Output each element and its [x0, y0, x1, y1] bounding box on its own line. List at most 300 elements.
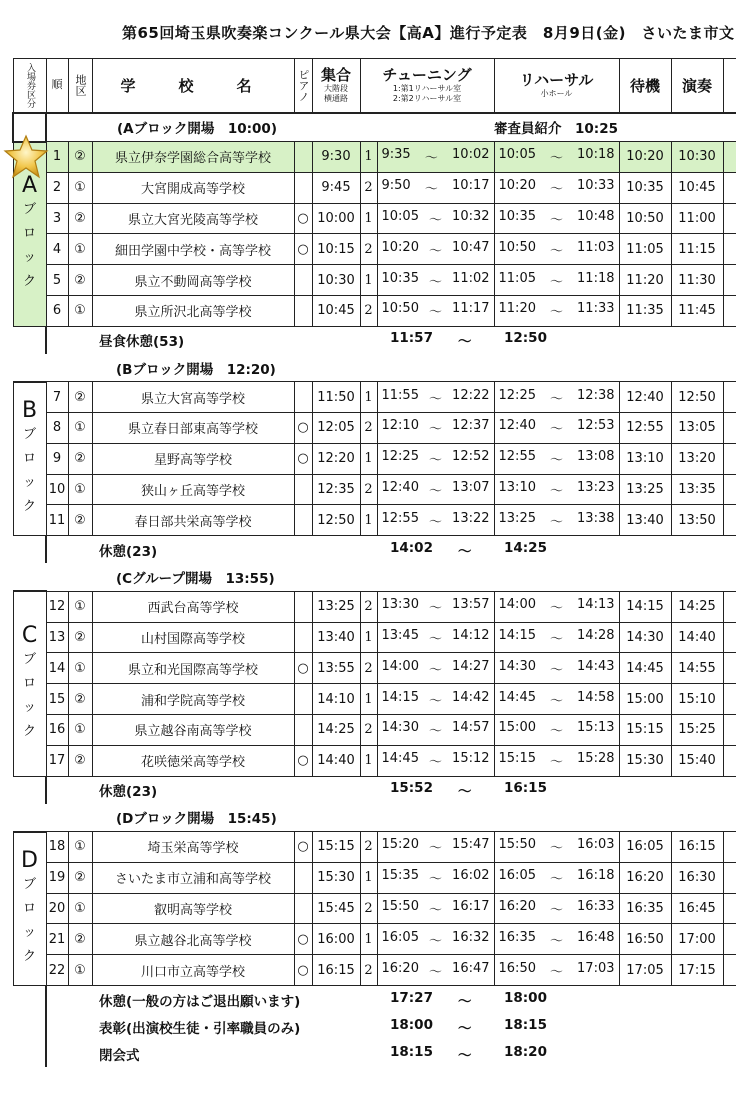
- break-fill: [619, 1013, 736, 1040]
- rehearsal-time: [494, 172, 619, 203]
- table-row: [13, 955, 736, 986]
- piano-cell: ○: [294, 745, 312, 776]
- tuning-time: [377, 295, 494, 326]
- block-letter: C: [21, 622, 38, 648]
- break-start: 18:00: [390, 1016, 433, 1033]
- order-cell: 5: [46, 265, 68, 296]
- break-label: 休憩(23): [99, 784, 158, 801]
- tilde: 〜: [550, 964, 564, 980]
- tuning-time-range: [378, 449, 494, 468]
- header-extra: [723, 59, 736, 113]
- piano-cell: [294, 142, 312, 173]
- tuning-time: [377, 653, 494, 684]
- table-row: [13, 172, 736, 203]
- school-name: 県立大宮高等学校: [92, 382, 294, 413]
- performance-time: 11:15: [671, 234, 723, 265]
- table-row: [13, 234, 736, 265]
- tuning-start: 10:35: [381, 270, 419, 286]
- block-label-char: ク: [22, 274, 36, 290]
- break-fill: [619, 986, 736, 1014]
- tilde: 〜: [550, 872, 564, 888]
- break-time: [377, 776, 619, 804]
- tuning-start: 15:50: [381, 899, 419, 915]
- standby-time: 12:55: [619, 413, 671, 444]
- tuning-end: 16:17: [452, 899, 490, 915]
- tuning-end: 15:47: [452, 837, 490, 853]
- break-end: 18:15: [504, 1016, 547, 1033]
- tuning-room: 1: [360, 622, 377, 653]
- standby-time: 13:25: [619, 474, 671, 505]
- rehearsal-start: 12:55: [498, 449, 536, 465]
- header-school: 学 校 名: [92, 59, 294, 113]
- tilde: 〜: [429, 631, 443, 647]
- rehearsal-time-range: [495, 720, 619, 739]
- tilde: 〜: [429, 305, 443, 321]
- tilde: 〜: [550, 662, 564, 678]
- tilde: 〜: [550, 182, 564, 198]
- block-label-char: ブ: [22, 876, 36, 892]
- tuning-time: [377, 924, 494, 955]
- rehearsal-start: 14:45: [498, 689, 536, 705]
- standby-time: 15:00: [619, 684, 671, 715]
- page-title: 第65回埼玉県吹奏楽コンクール県大会【高A】進行予定表 8月9日(金) さいたま市文: [122, 24, 735, 42]
- tuning-time-range: [378, 240, 494, 259]
- break-end: 18:00: [504, 989, 547, 1006]
- tilde: 〜: [429, 212, 443, 228]
- block-label-char: ブ: [22, 651, 36, 667]
- tuning-end: 12:22: [452, 387, 490, 403]
- extra-cell: [723, 862, 736, 893]
- tilde: 〜: [550, 391, 564, 407]
- standby-time: 17:05: [619, 955, 671, 986]
- rehearsal-time: [494, 591, 619, 622]
- tuning-start: 13:30: [381, 597, 419, 613]
- tilde: 〜: [550, 933, 564, 949]
- break-label: 閉会式: [99, 1047, 140, 1064]
- performance-time: 15:25: [671, 714, 723, 745]
- rehearsal-start: 13:25: [498, 510, 536, 526]
- performance-time: 13:05: [671, 413, 723, 444]
- area-cell: ②: [68, 265, 92, 296]
- tuning-time-range: [378, 930, 494, 949]
- block-extra-note: [494, 354, 736, 382]
- extra-cell: [723, 203, 736, 234]
- order-cell: 6: [46, 295, 68, 326]
- tilde: 〜: [458, 993, 472, 1010]
- tilde: 〜: [429, 274, 443, 290]
- tuning-start: 14:00: [381, 658, 419, 674]
- performance-time: 16:30: [671, 862, 723, 893]
- table-row: [13, 505, 736, 536]
- piano-cell: [294, 714, 312, 745]
- tuning-time: [377, 745, 494, 776]
- tilde: 〜: [429, 964, 443, 980]
- rehearsal-time: [494, 924, 619, 955]
- assembly-time: 12:50: [312, 505, 360, 536]
- piano-cell: [294, 591, 312, 622]
- rehearsal-end: 13:23: [577, 480, 615, 496]
- tilde: 〜: [458, 543, 472, 560]
- entry-cell-empty: [13, 804, 46, 832]
- rehearsal-time-range: [495, 418, 619, 437]
- block-label-char: ク: [22, 499, 36, 515]
- tuning-time: [377, 382, 494, 413]
- table-row: [13, 622, 736, 653]
- extra-cell: [723, 413, 736, 444]
- break-start: 14:02: [390, 539, 433, 556]
- assembly-time: 10:45: [312, 295, 360, 326]
- entry-cell-empty: [13, 1013, 46, 1040]
- assembly-time: 16:00: [312, 924, 360, 955]
- tuning-end: 12:37: [452, 418, 490, 434]
- break-label: 昼食休憩(53): [99, 334, 185, 351]
- tuning-time-range: [378, 418, 494, 437]
- extra-cell: [723, 265, 736, 296]
- school-name: さいたま市立浦和高等学校: [92, 862, 294, 893]
- area-cell: ①: [68, 591, 92, 622]
- rehearsal-time: [494, 474, 619, 505]
- tuning-end: 15:12: [452, 751, 490, 767]
- tuning-time-range: [378, 301, 494, 320]
- extra-cell: [723, 443, 736, 474]
- block-label: [13, 832, 46, 986]
- extra-cell: [723, 924, 736, 955]
- rehearsal-time-range: [495, 899, 619, 918]
- piano-cell: ○: [294, 234, 312, 265]
- tuning-room: 2: [360, 234, 377, 265]
- piano-cell: ○: [294, 832, 312, 863]
- tuning-room: 1: [360, 684, 377, 715]
- rehearsal-start: 11:05: [498, 270, 536, 286]
- header-performance: 演奏: [671, 59, 723, 113]
- order-cell: 17: [46, 745, 68, 776]
- break-spacer: [312, 1040, 377, 1067]
- piano-cell: [294, 684, 312, 715]
- tuning-start: 14:45: [381, 751, 419, 767]
- extra-cell: [723, 622, 736, 653]
- extra-cell: [723, 684, 736, 715]
- piano-cell: [294, 893, 312, 924]
- area-cell: ①: [68, 295, 92, 326]
- rehearsal-time-range: [495, 690, 619, 709]
- extra-cell: [723, 714, 736, 745]
- rehearsal-time: [494, 684, 619, 715]
- school-name: 浦和学院高等学校: [92, 684, 294, 715]
- break-time-range: [377, 1044, 619, 1064]
- order-cell: 14: [46, 653, 68, 684]
- order-cell: 22: [46, 955, 68, 986]
- table-row: [13, 413, 736, 444]
- tilde: 〜: [429, 514, 443, 530]
- rehearsal-time: [494, 862, 619, 893]
- break-time-range: [377, 990, 619, 1010]
- rehearsal-start: 11:20: [498, 301, 536, 317]
- schedule-table: [12, 58, 736, 1067]
- tuning-start: 10:05: [381, 208, 419, 224]
- tilde: 〜: [429, 755, 443, 771]
- tuning-time: [377, 413, 494, 444]
- rehearsal-end: 16:18: [577, 868, 615, 884]
- break-spacer: [312, 326, 377, 354]
- break-fill: [619, 776, 736, 804]
- standby-time: 14:45: [619, 653, 671, 684]
- order-cell: 19: [46, 862, 68, 893]
- school-name: 県立所沢北高等学校: [92, 295, 294, 326]
- tilde: 〜: [429, 933, 443, 949]
- school-name: 星野高等学校: [92, 443, 294, 474]
- order-cell: 11: [46, 505, 68, 536]
- tilde: 〜: [429, 243, 443, 259]
- tuning-room: 1: [360, 745, 377, 776]
- school-name: 県立越谷南高等学校: [92, 714, 294, 745]
- extra-cell: [723, 382, 736, 413]
- block-open-label: (Bブロック開場 12:20): [116, 361, 276, 378]
- tuning-time: [377, 893, 494, 924]
- rehearsal-end: 16:33: [577, 899, 615, 915]
- rehearsal-start: 10:05: [498, 147, 536, 163]
- piano-cell: ○: [294, 924, 312, 955]
- piano-cell: ○: [294, 653, 312, 684]
- performance-time: 14:40: [671, 622, 723, 653]
- break-label: 表彰(出演校生徒・引率職員のみ): [99, 1020, 301, 1037]
- block-open-label: (Dブロック開場 15:45): [116, 811, 277, 828]
- tilde: 〜: [550, 755, 564, 771]
- rehearsal-time-range: [495, 868, 619, 887]
- area-cell: ①: [68, 832, 92, 863]
- tilde: 〜: [458, 1047, 472, 1064]
- block-label-char: ッ: [22, 924, 36, 940]
- assembly-time: 14:25: [312, 714, 360, 745]
- rehearsal-time: [494, 893, 619, 924]
- table-row: [13, 591, 736, 622]
- rehearsal-time-range: [495, 597, 619, 616]
- header-rehearsal: リハーサル 小ホール: [494, 59, 619, 113]
- rehearsal-time-range: [495, 147, 619, 166]
- standby-time: 14:30: [619, 622, 671, 653]
- table-row: [13, 893, 736, 924]
- rehearsal-time: [494, 622, 619, 653]
- tuning-time-range: [378, 209, 494, 228]
- tilde: 〜: [550, 601, 564, 617]
- standby-time: 15:30: [619, 745, 671, 776]
- tuning-start: 14:15: [381, 689, 419, 705]
- piano-cell: [294, 382, 312, 413]
- assembly-time: 15:45: [312, 893, 360, 924]
- tuning-start: 12:25: [381, 449, 419, 465]
- tilde: 〜: [424, 182, 438, 198]
- rehearsal-start: 14:00: [498, 597, 536, 613]
- tuning-room: 2: [360, 955, 377, 986]
- tuning-time-range: [378, 271, 494, 290]
- rehearsal-time-range: [495, 449, 619, 468]
- rehearsal-time: [494, 265, 619, 296]
- header-entry: 入場券区分: [13, 59, 46, 113]
- rehearsal-end: 13:08: [577, 449, 615, 465]
- tuning-start: 10:20: [381, 239, 419, 255]
- rehearsal-start: 15:50: [498, 837, 536, 853]
- break-time: [377, 1040, 619, 1067]
- rehearsal-time: [494, 653, 619, 684]
- tuning-time-range: [378, 597, 494, 616]
- rehearsal-end: 11:03: [577, 239, 615, 255]
- area-cell: ②: [68, 862, 92, 893]
- block-extra-note: 審査員紹介 10:25: [494, 121, 618, 138]
- header-row: [13, 59, 736, 113]
- performance-time: 14:25: [671, 591, 723, 622]
- tilde: 〜: [550, 305, 564, 321]
- extra-cell: [723, 172, 736, 203]
- tuning-room: 1: [360, 862, 377, 893]
- tilde: 〜: [458, 1020, 472, 1037]
- tuning-time-range: [378, 147, 494, 166]
- tuning-time: [377, 832, 494, 863]
- break-time-range: [377, 330, 619, 350]
- tuning-start: 9:35: [381, 147, 411, 163]
- order-cell: 9: [46, 443, 68, 474]
- tuning-end: 11:17: [452, 301, 490, 317]
- piano-cell: [294, 172, 312, 203]
- tuning-end: 11:02: [452, 270, 490, 286]
- tilde: 〜: [429, 422, 443, 438]
- rehearsal-time-range: [495, 178, 619, 197]
- area-cell: ②: [68, 924, 92, 955]
- tuning-room: 1: [360, 924, 377, 955]
- school-name: 細田学園中学校・高等学校: [92, 234, 294, 265]
- break-spacer: [312, 1013, 377, 1040]
- rehearsal-end: 14:58: [577, 689, 615, 705]
- block-label-char: ッ: [22, 699, 36, 715]
- performance-time: 11:45: [671, 295, 723, 326]
- rehearsal-start: 13:10: [498, 480, 536, 496]
- tuning-start: 10:50: [381, 301, 419, 317]
- area-cell: ①: [68, 413, 92, 444]
- tilde: 〜: [550, 274, 564, 290]
- assembly-time: 15:30: [312, 862, 360, 893]
- tuning-time-range: [378, 690, 494, 709]
- assembly-time: 9:45: [312, 172, 360, 203]
- block-letter: A: [21, 173, 38, 199]
- break-time-range: [377, 780, 619, 800]
- block-letter: B: [21, 398, 38, 424]
- rehearsal-time: [494, 382, 619, 413]
- tuning-room: 1: [360, 265, 377, 296]
- order-cell: 20: [46, 893, 68, 924]
- performance-time: 10:45: [671, 172, 723, 203]
- rehearsal-start: 10:35: [498, 208, 536, 224]
- rehearsal-time-range: [495, 930, 619, 949]
- piano-cell: ○: [294, 443, 312, 474]
- entry-cell-empty: [13, 326, 46, 354]
- break-fill: [619, 1040, 736, 1067]
- rehearsal-time: [494, 832, 619, 863]
- rehearsal-time-range: [495, 511, 619, 530]
- tuning-time-range: [378, 837, 494, 856]
- rehearsal-start: 16:35: [498, 929, 536, 945]
- tuning-time-range: [378, 720, 494, 739]
- header-area: 地区: [68, 59, 92, 113]
- block-label-char: ロ: [22, 226, 36, 242]
- assembly-time: 12:20: [312, 443, 360, 474]
- block-open-label: (Cグループ開場 13:55): [116, 571, 275, 588]
- table-row: [13, 474, 736, 505]
- order-cell: 18: [46, 832, 68, 863]
- break-start: 18:15: [390, 1043, 433, 1060]
- table-row: [13, 832, 736, 863]
- tuning-end: 14:42: [452, 689, 490, 705]
- block-label-char: ロ: [22, 900, 36, 916]
- rehearsal-end: 10:18: [577, 147, 615, 163]
- rehearsal-start: 16:50: [498, 960, 536, 976]
- break-row: [13, 1013, 736, 1040]
- piano-cell: [294, 265, 312, 296]
- assembly-time: 12:05: [312, 413, 360, 444]
- standby-time: 11:35: [619, 295, 671, 326]
- performance-time: 13:35: [671, 474, 723, 505]
- tilde: 〜: [550, 484, 564, 500]
- tuning-start: 12:40: [381, 480, 419, 496]
- school-name: 県立和光国際高等学校: [92, 653, 294, 684]
- extra-cell: [723, 474, 736, 505]
- standby-time: 13:40: [619, 505, 671, 536]
- block-label-char: ロ: [22, 451, 36, 467]
- standby-time: 10:20: [619, 142, 671, 173]
- extra-cell: [723, 234, 736, 265]
- order-cell: 10: [46, 474, 68, 505]
- rehearsal-time: [494, 203, 619, 234]
- tuning-start: 14:30: [381, 720, 419, 736]
- rehearsal-start: 16:05: [498, 868, 536, 884]
- tilde: 〜: [429, 391, 443, 407]
- block-label: [13, 591, 46, 776]
- rehearsal-time-range: [495, 751, 619, 770]
- tilde: 〜: [429, 841, 443, 857]
- area-cell: ②: [68, 382, 92, 413]
- break-row: [13, 326, 736, 354]
- tuning-start: 16:20: [381, 960, 419, 976]
- break-time: [377, 326, 619, 354]
- assembly-time: 15:15: [312, 832, 360, 863]
- tilde: 〜: [429, 453, 443, 469]
- break-fill: [619, 326, 736, 354]
- tuning-time: [377, 505, 494, 536]
- performance-time: 11:00: [671, 203, 723, 234]
- tuning-time-range: [378, 178, 494, 197]
- performance-time: 15:40: [671, 745, 723, 776]
- header-order: 順: [46, 59, 68, 113]
- extra-cell: [723, 142, 736, 173]
- tuning-room: 2: [360, 474, 377, 505]
- tuning-time-range: [378, 480, 494, 499]
- rehearsal-time-range: [495, 659, 619, 678]
- tuning-end: 13:57: [452, 597, 490, 613]
- area-cell: ①: [68, 474, 92, 505]
- rehearsal-end: 15:13: [577, 720, 615, 736]
- table-row: [13, 745, 736, 776]
- break-time-range: [377, 1017, 619, 1037]
- rehearsal-end: 14:43: [577, 658, 615, 674]
- block-label-char: ク: [22, 948, 36, 964]
- rehearsal-time-range: [495, 388, 619, 407]
- assembly-time: 12:35: [312, 474, 360, 505]
- tuning-end: 10:47: [452, 239, 490, 255]
- tuning-start: 16:05: [381, 929, 419, 945]
- tuning-end: 16:47: [452, 960, 490, 976]
- tuning-room: 2: [360, 295, 377, 326]
- piano-cell: ○: [294, 413, 312, 444]
- piano-cell: [294, 295, 312, 326]
- tilde: 〜: [550, 693, 564, 709]
- tuning-room: 1: [360, 203, 377, 234]
